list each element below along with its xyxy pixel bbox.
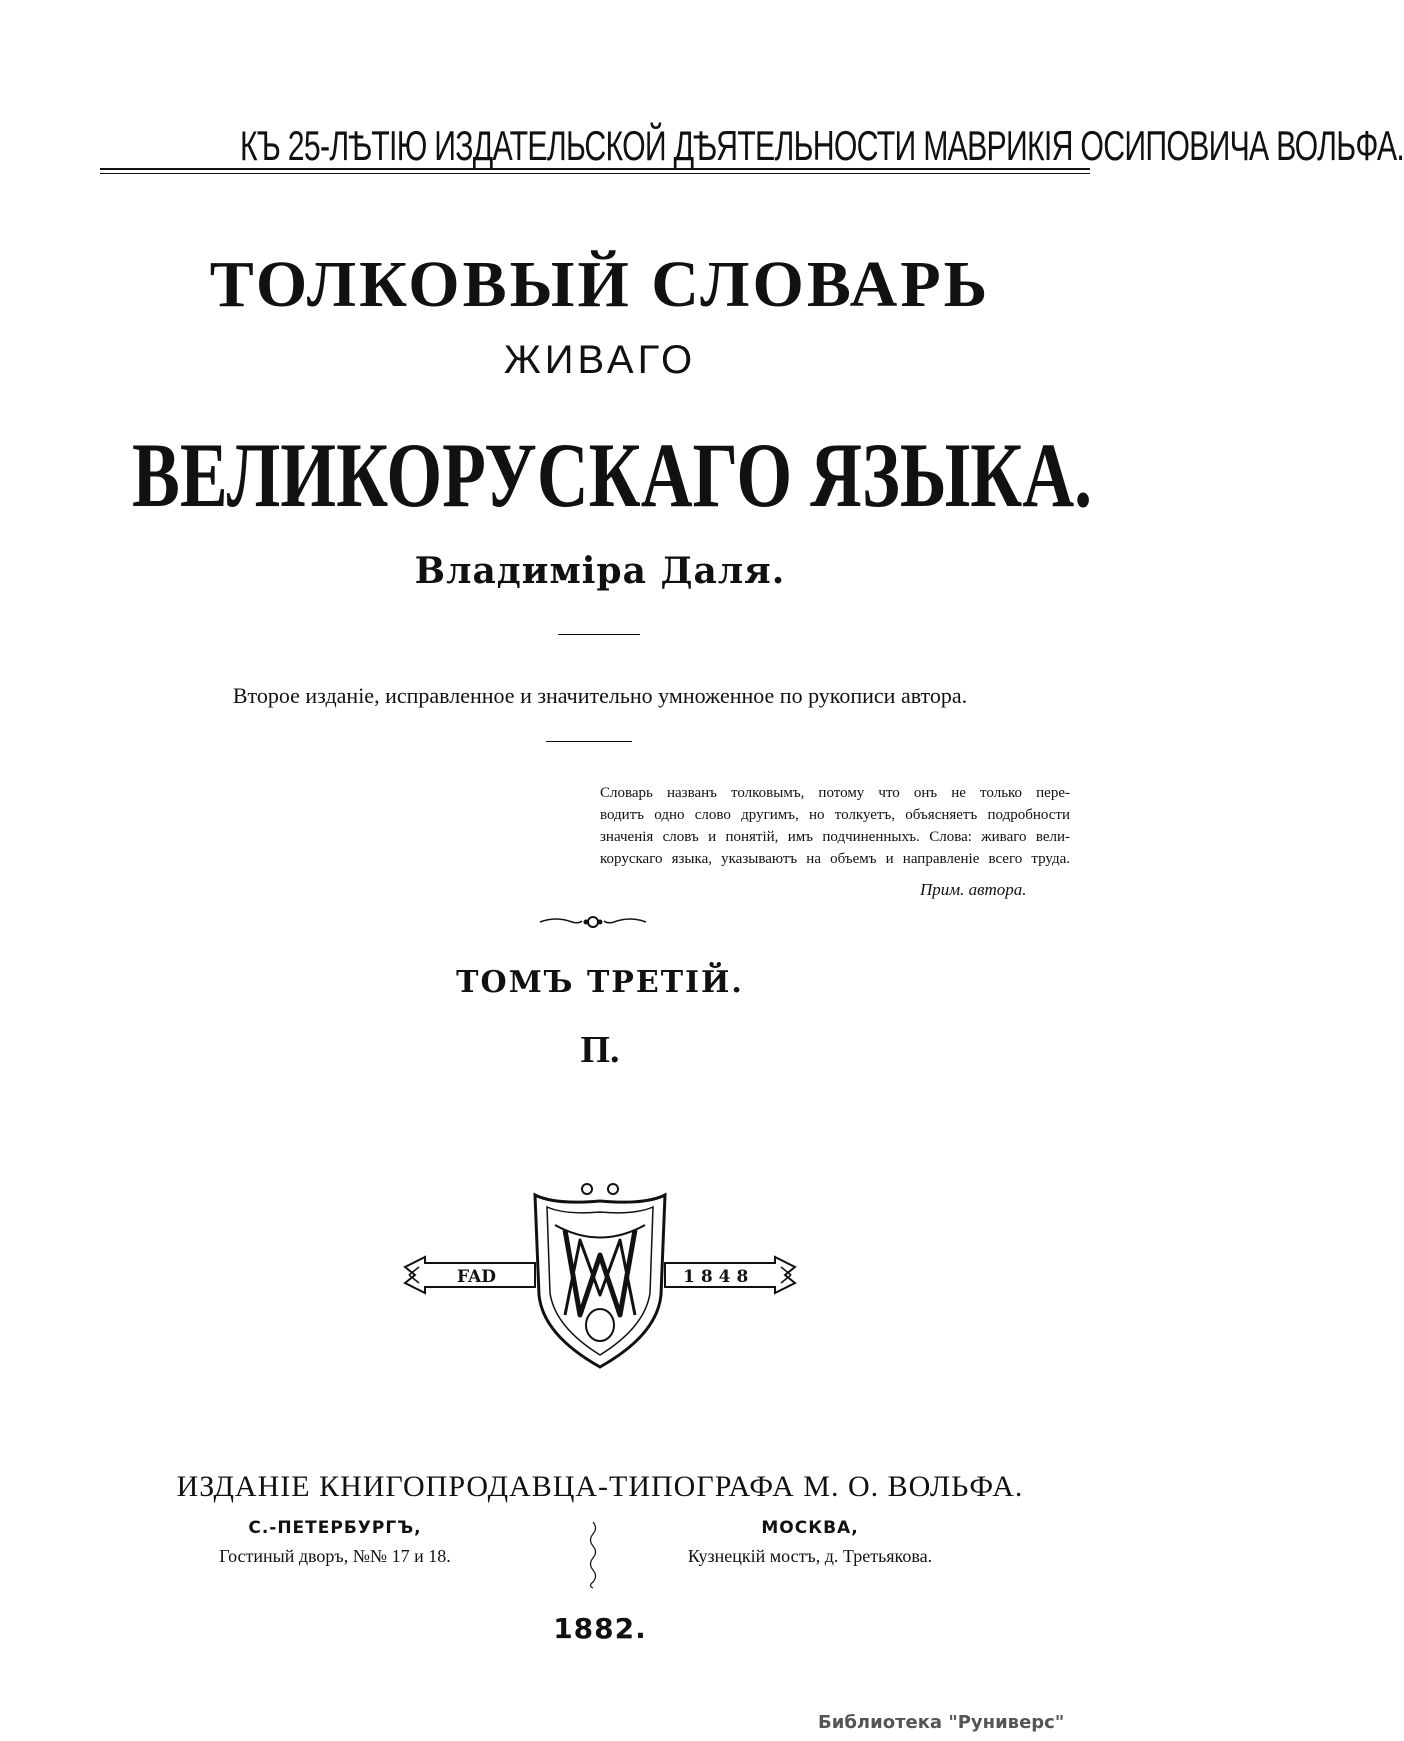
library-watermark: Библиотека "Руниверс": [818, 1712, 1065, 1733]
note-line: Словарь названъ толковымъ, потому что онъ не только пере-: [600, 785, 1070, 801]
title-line-1: ТОЛКОВЫЙ СЛОВАРЬ: [209, 248, 991, 321]
volume-section: П.: [580, 1029, 620, 1071]
edition-statement: Второе изданіе, исправленное и значительно умноженное по рукописи автора.: [232, 683, 968, 708]
address-block-left: [150, 1518, 520, 1567]
publisher-emblem-icon: [395, 1175, 805, 1375]
address-block-right: [620, 1518, 1000, 1567]
publisher-line: ИЗДАНІЕ КНИГОПРОДАВЦА-ТИПОГРАФА М. О. ВОЛЬФА.: [176, 1470, 1024, 1503]
city-right: МОСКВА,: [761, 1518, 859, 1538]
author-name: Владиміра Даля.: [414, 550, 786, 592]
divider-rule-2: [546, 741, 632, 742]
note-line: значенія словъ и понятій, имъ подчиненныхъ. Слова: живаго вели-: [600, 829, 1070, 845]
author-note: [600, 782, 1070, 870]
ornament-flourish-icon: [538, 912, 648, 932]
emblem-year: 1848: [683, 1267, 755, 1287]
note-line: корускаго языка, указываютъ на объемъ и направленіе всего труда.: [600, 851, 1070, 867]
column-divider-icon: [586, 1520, 600, 1590]
address-right: Кузнецкій мостъ, д. Третьякова.: [687, 1546, 933, 1566]
city-left: С.-ПЕТЕРБУРГЪ,: [248, 1518, 422, 1538]
address-left: Гостиный дворъ, №№ 17 и 18.: [219, 1546, 451, 1566]
volume-title: ТОМЪ ТРЕТІЙ.: [456, 965, 744, 1000]
title-line-2: ЖИВАГО: [503, 338, 697, 382]
note-line: водитъ одно слово другимъ, но толкуетъ, объясняетъ подробности: [600, 807, 1070, 823]
publication-year: 1882.: [553, 1612, 647, 1645]
header-rule-bottom: [100, 173, 1090, 174]
divider-rule-1: [558, 634, 640, 635]
note-signature: Прим. автора.: [920, 880, 1027, 899]
dedication-line: КЪ 25-ЛѢТІЮ ИЗДАТЕЛЬСКОЙ ДѢЯТЕЛЬНОСТИ МАВРИКІЯ ОСИПОВИЧА ВОЛЬФА.: [240, 122, 1404, 169]
header-rule-top: [100, 168, 1090, 170]
emblem-motto: FAD: [457, 1267, 497, 1287]
title-line-3: ВЕЛИКОРУСКАГО ЯЗЫКА.: [132, 424, 1093, 526]
